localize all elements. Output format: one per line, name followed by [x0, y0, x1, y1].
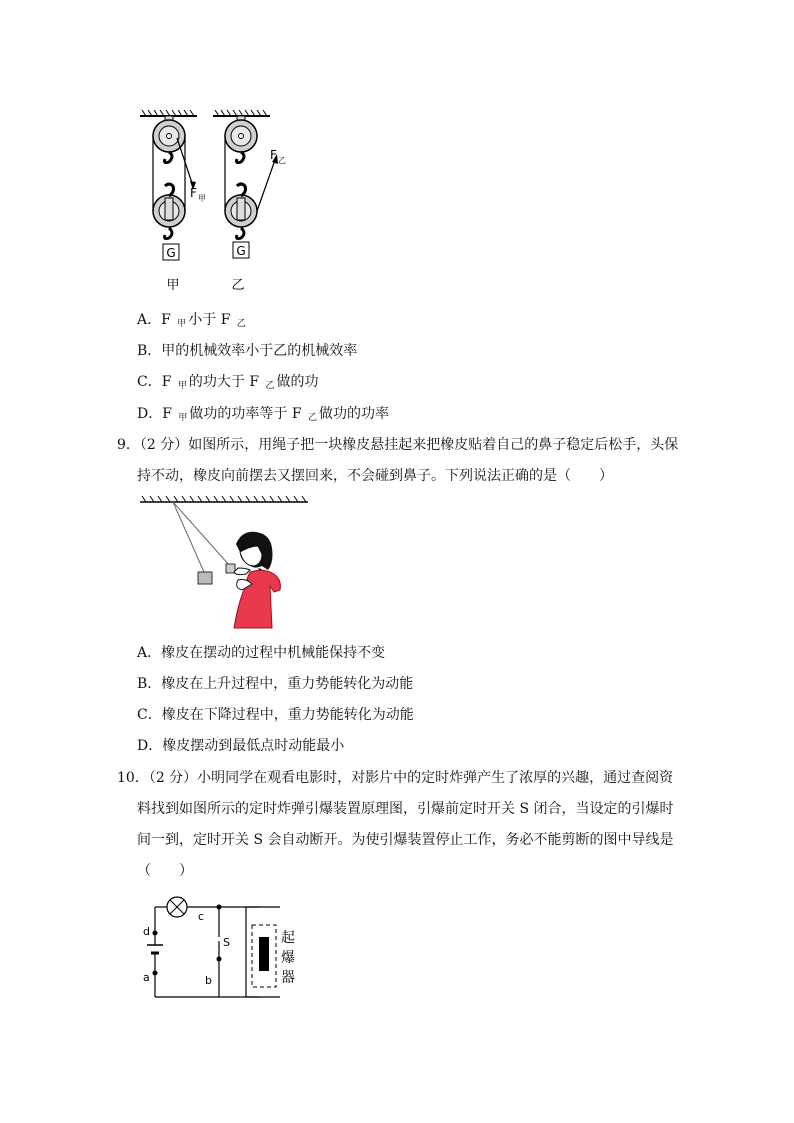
- q8-c-sub2: 乙: [265, 381, 275, 391]
- label-switch: S: [223, 936, 230, 949]
- q8-option-c: [137, 372, 319, 396]
- q10-stem-line3: 间一到，定时开关 S 会自动断开。为使引爆装置停止工作，务必不能剪断的图中导线是: [137, 832, 674, 848]
- node-a: [153, 971, 158, 976]
- q8-option-b: B．甲的机械效率小于乙的机械效率: [137, 343, 358, 359]
- pulley-system-yi: [225, 116, 278, 258]
- node-d: [153, 931, 158, 936]
- q8-d-post: 做功的功率: [319, 406, 390, 422]
- string-rest: [173, 502, 230, 566]
- caption-yi: 乙: [231, 278, 245, 293]
- lamp-icon: [167, 897, 187, 917]
- detonator-icon: [252, 925, 276, 987]
- caption-jia: 甲: [166, 278, 180, 293]
- weight-label-right: G: [236, 244, 246, 258]
- q9-option-d: D．橡皮摆动到最低点时动能最小: [137, 738, 345, 754]
- q8-a-sub1: 甲: [177, 319, 187, 329]
- label-d: d: [143, 925, 150, 938]
- q8-option-d: [137, 404, 389, 428]
- string-swing: [173, 502, 204, 572]
- q8-d-sub1: 甲: [178, 413, 188, 423]
- q8-c-pre: C．F: [137, 374, 176, 390]
- node-b: [217, 957, 222, 962]
- label-detonator-2: 爆: [281, 950, 295, 966]
- q9-option-b: B．橡皮在上升过程中，重力势能转化为动能: [137, 676, 414, 692]
- label-detonator-3: 器: [281, 970, 295, 986]
- weight-label-left: G: [166, 246, 176, 260]
- q9-option-c: C．橡皮在下降过程中，重力势能转化为动能: [137, 707, 414, 723]
- pulley-figure: [135, 108, 295, 298]
- circuit-diagram: [135, 893, 310, 1005]
- label-detonator-1: 起: [281, 930, 295, 946]
- q9-option-a: A．橡皮在摆动的过程中机械能保持不变: [137, 645, 386, 661]
- q8-a-mid: 小于 F: [188, 312, 235, 328]
- ceiling-right: [213, 110, 270, 116]
- q8-d-sub2: 乙: [308, 413, 318, 423]
- label-b: b: [205, 974, 212, 987]
- force-sub-jia: 甲: [198, 194, 206, 203]
- q8-c-mid: 的功大于 F: [188, 374, 264, 390]
- force-sub-yi: 乙: [278, 156, 286, 165]
- q9-stem-line2: 持不动，橡皮向前摆去又摆回来，不会碰到鼻子。下列说法正确的是（ ）: [137, 468, 613, 484]
- label-a: a: [143, 971, 150, 984]
- q8-d-pre: D．F: [137, 406, 177, 422]
- q8-a-sub2: 乙: [236, 319, 246, 329]
- battery-icon: [147, 945, 163, 963]
- q8-d-mid: 做功的功率等于 F: [189, 406, 307, 422]
- q10-stem-line2: 料找到如图所示的定时炸弹引爆装置原理图，引爆前定时开关 S 闭合，当设定的引爆时: [137, 801, 674, 817]
- q8-a-pre: A．F: [137, 312, 176, 328]
- force-label-yi: F: [270, 148, 277, 162]
- girl-illustration: [234, 532, 280, 628]
- label-c: c: [198, 910, 205, 923]
- q10-stem-line4: （ ）: [137, 863, 193, 879]
- ceiling-pendulum: [140, 496, 308, 502]
- ceiling-left: [140, 110, 197, 116]
- q10-stem-line1: 10．（2 分）小明同学在观看电影时，对影片中的定时炸弹产生了浓厚的兴趣，通过查阅资: [117, 770, 674, 786]
- q8-option-a: [137, 310, 248, 334]
- q9-stem-line1: 9．（2 分）如图所示，用绳子把一块橡皮悬挂起来把橡皮贴着自己的鼻子稳定后松手，头保: [117, 437, 679, 453]
- q8-c-sub1: 甲: [177, 381, 187, 391]
- eraser-swing: [198, 572, 212, 584]
- force-label-jia: F: [190, 186, 197, 200]
- q8-c-post: 做的功: [276, 374, 319, 390]
- pendulum-figure: [138, 494, 313, 634]
- node-c: [217, 905, 222, 910]
